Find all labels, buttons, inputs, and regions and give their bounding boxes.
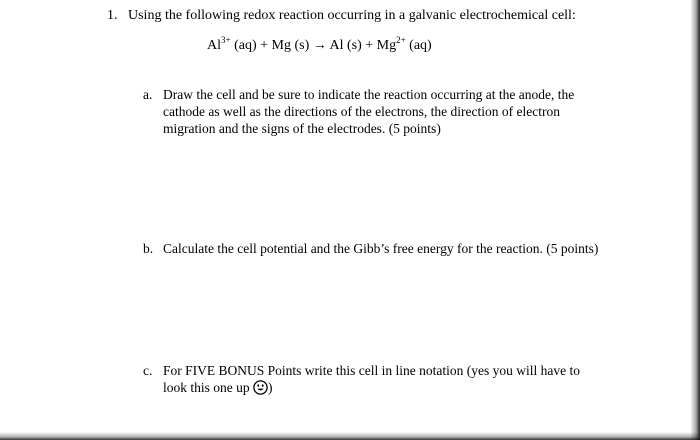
smiley-icon bbox=[253, 380, 268, 399]
equation-reactant-states: (aq) + Mg (s) bbox=[230, 38, 313, 53]
part-c-text-before: For FIVE BONUS Points write this cell in line notation (yes you will have to look this one up bbox=[163, 363, 580, 395]
equation-reactant-al: Al bbox=[207, 38, 221, 53]
part-c-text-after: ) bbox=[268, 380, 273, 395]
redox-equation bbox=[207, 35, 432, 54]
reaction-arrow: → bbox=[312, 38, 327, 53]
page-edge-shadow-bottom bbox=[0, 432, 700, 440]
part-a-letter: a. bbox=[143, 87, 153, 102]
question-number: 1. bbox=[107, 8, 118, 23]
part-c-text bbox=[163, 362, 603, 399]
part-c-letter: c. bbox=[143, 363, 153, 378]
question-stem: Using the following redox reaction occurring in a galvanic electrochemical cell: bbox=[128, 8, 576, 23]
part-a-text: Draw the cell and be sure to indicate the reaction occurring at the anode, the cathode as well as the directions of the electrons, the direction of electron migration and the signs of the electrodes. (5 points) bbox=[163, 87, 575, 136]
equation-al-charge: 3+ bbox=[221, 35, 231, 45]
equation-product-state: (aq) bbox=[405, 38, 432, 53]
page-edge-shadow-right bbox=[690, 0, 700, 440]
part-b-letter: b. bbox=[143, 241, 154, 256]
part-b-text: Calculate the cell potential and the Gibb’s free energy for the reaction. (5 points) bbox=[163, 241, 599, 256]
equation-products: Al (s) + Mg bbox=[326, 38, 397, 53]
equation-mg-charge: 2+ bbox=[396, 35, 406, 45]
